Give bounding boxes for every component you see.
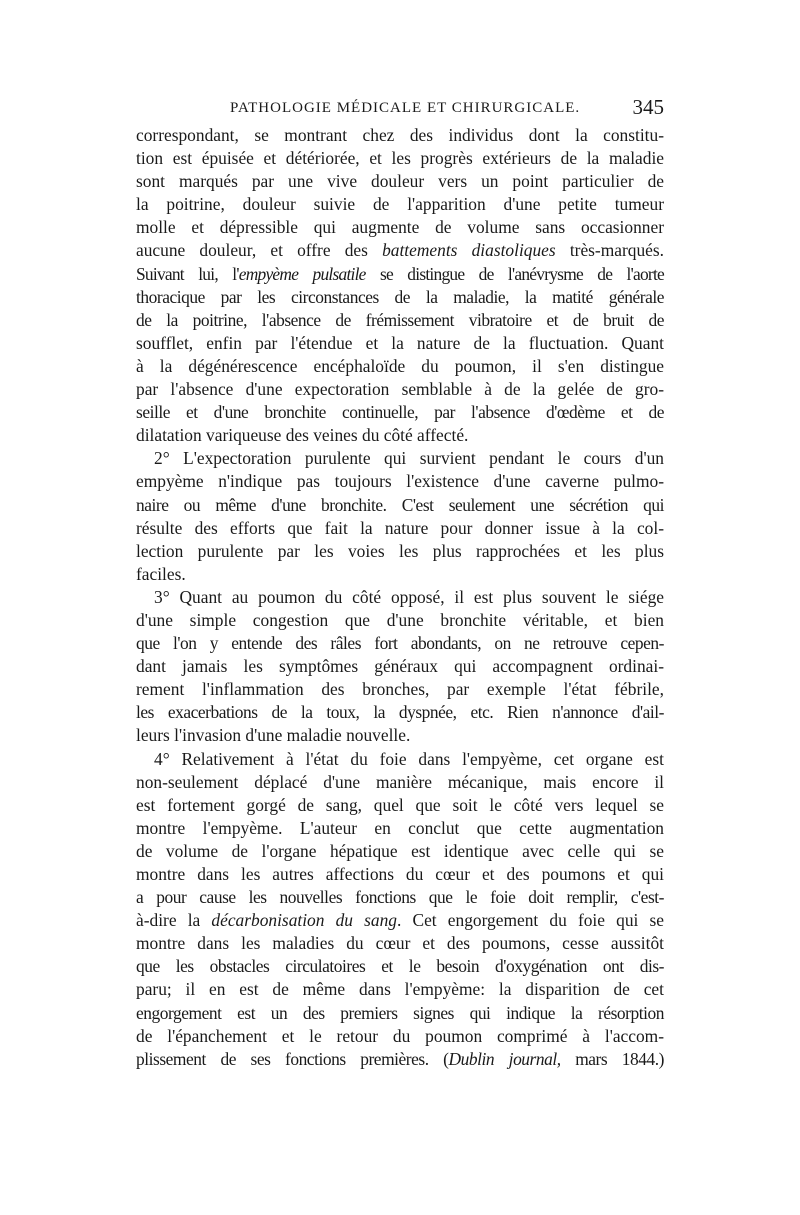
text-line: molle et dépressible qui augmente de volume sans occasionner <box>136 217 664 238</box>
body-text <box>136 124 664 1071</box>
text-line: de l'épanchement et le retour du poumon comprimé à l'accom- <box>136 1025 664 1046</box>
text-line: a pour cause les nouvelles fonctions que le foie doit remplir, c'est- <box>136 887 664 908</box>
text-line: d'une simple congestion que d'une bronchite véritable, et bien <box>136 609 664 630</box>
text-line: que l'on y entende des râles fort abondants, on ne retrouve cepen- <box>136 633 664 654</box>
text-line: par l'absence d'une expectoration semblable à de la gelée de gro- <box>136 379 664 400</box>
text-line: lection purulente par les voies les plus rapprochées et les plus <box>136 540 664 561</box>
text-line: à la dégénérescence encéphaloïde du poumon, il s'en distingue <box>136 355 664 376</box>
text-segment: à-dire la <box>136 910 212 931</box>
text-line: seille et d'une bronchite continuelle, par l'absence d'œdème et de <box>136 402 664 423</box>
text-line <box>136 909 664 932</box>
text-line: thoracique par les circonstances de la maladie, la matité générale <box>136 286 664 307</box>
text-line: montre dans les autres affections du cœur et des poumons et qui <box>136 864 664 884</box>
page-header <box>136 95 664 122</box>
text-line: les exacerbations de la toux, la dyspnée, etc. Rien n'annonce d'ail- <box>136 702 664 723</box>
text-line: montre dans les maladies du cœur et des poumons, cesse aussitôt <box>136 933 664 954</box>
text-line: 4° Relativement à l'état du foie dans l'empyème, cet organe est <box>154 748 664 769</box>
text-segment: mars 1844.) <box>560 1048 664 1069</box>
text-segment: se distingue de l'anévrysme de l'aorte <box>365 263 664 284</box>
text-line: faciles. <box>136 563 186 584</box>
text-line: soufflet, enfin par l'étendue et la nature de la fluctuation. Quant <box>136 332 664 353</box>
text-line: dilatation variqueuse des veines du côté affecté. <box>136 425 469 446</box>
text-line: la poitrine, douleur suivie de l'apparition d'une petite tumeur <box>136 194 664 215</box>
italic-citation: Dublin journal, <box>448 1048 561 1069</box>
text-segment: . Cet engorgement du foie qui se <box>396 910 664 931</box>
text-line: montre l'empyème. L'auteur en conclut que cette augmentation <box>136 817 664 838</box>
text-line <box>136 239 664 262</box>
italic-term: décarbonisation du sang <box>211 910 397 931</box>
italic-term: battements diastoliques <box>382 240 556 261</box>
text-line: empyème n'indique pas toujours l'existence d'une caverne pulmo- <box>136 471 664 492</box>
text-line <box>136 263 664 286</box>
text-line <box>136 1048 664 1071</box>
text-segment: plissement de ses fonctions premières. ( <box>136 1048 449 1069</box>
text-line: de la poitrine, l'absence de frémissement vibratoire et de bruit de <box>136 309 664 330</box>
text-segment: très-marqués. <box>555 240 664 261</box>
text-line: correspondant, se montrant chez des individus dont la constitu- <box>136 125 664 145</box>
text-line: 3° Quant au poumon du côté opposé, il est plus souvent le siége <box>154 586 664 607</box>
text-segment: aucune douleur, et offre des <box>136 240 383 261</box>
text-line: non-seulement déplacé d'une manière mécanique, mais encore il <box>136 771 664 792</box>
italic-term: empyème pulsatile <box>238 263 366 284</box>
text-line: de volume de l'organe hépatique est identique avec celle qui se <box>136 840 664 861</box>
text-line: est fortement gorgé de sang, quel que soit le côté vers lequel se <box>136 794 664 815</box>
text-line: tion est épuisée et détériorée, et les progrès extérieurs de la maladie <box>136 148 664 169</box>
text-line: que les obstacles circulatoires et le besoin d'oxygénation ont dis- <box>136 956 664 977</box>
running-title: PATHOLOGIE MÉDICALE ET CHIRURGICALE. <box>230 100 581 116</box>
page-number: 345 <box>632 95 664 119</box>
text-line: 2° L'expectoration purulente qui survient pendant le cours d'un <box>154 448 664 469</box>
text-segment: Suivant lui, l' <box>136 263 239 284</box>
text-line: paru; il en est de même dans l'empyème: la disparition de cet <box>136 979 664 1000</box>
text-line: rement l'inflammation des bronches, par exemple l'état fébrile, <box>136 679 664 700</box>
text-line: résulte des efforts que fait la nature pour donner issue à la col- <box>136 517 664 538</box>
text-line: dant jamais les symptômes généraux qui accompagnent ordinai- <box>136 656 664 677</box>
text-line: engorgement est un des premiers signes qui indique la résorption <box>136 1002 664 1023</box>
text-line: leurs l'invasion d'une maladie nouvelle. <box>136 725 411 746</box>
text-line: naire ou même d'une bronchite. C'est seulement une sécrétion qui <box>136 494 664 515</box>
text-line: sont marqués par une vive douleur vers un point particulier de <box>136 171 664 192</box>
